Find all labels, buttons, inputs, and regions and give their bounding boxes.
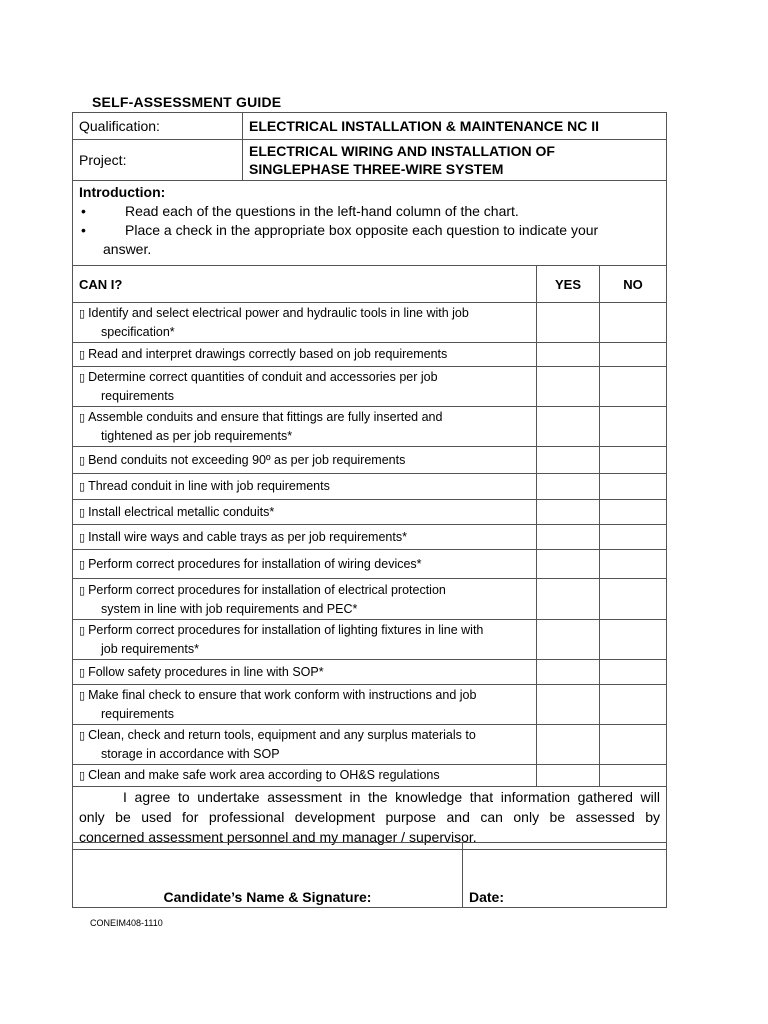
checkbox-icon: ▯: [79, 769, 86, 782]
table-row: [73, 725, 667, 765]
agreement-line: I agree to undertake assessment in the knowledge that information gathered will: [123, 789, 660, 805]
question-text: [79, 410, 442, 424]
bullet-text: Read each of the questions in the left-hand column of the chart.: [125, 203, 519, 219]
introduction-cell: [73, 181, 667, 266]
question-cell: [73, 525, 537, 550]
introduction-bullet: [79, 221, 660, 259]
question-cell: [73, 474, 537, 500]
no-checkbox[interactable]: [600, 474, 667, 500]
yes-checkbox[interactable]: [537, 620, 600, 660]
question-cell: [73, 725, 537, 765]
table-row: [73, 579, 667, 620]
question-cell: [73, 620, 537, 660]
yes-checkbox[interactable]: [537, 474, 600, 500]
question-line: Perform correct procedures for installation of lighting fixtures in line with: [88, 623, 484, 637]
question-line: Clean, check and return tools, equipment and any surplus materials to: [88, 728, 476, 742]
question-text: [79, 370, 438, 384]
no-checkbox[interactable]: [600, 303, 667, 343]
question-cell: [73, 447, 537, 474]
checkbox-icon: ▯: [79, 307, 86, 320]
question-line: Read and interpret drawings correctly based on job requirements: [88, 347, 448, 361]
checkbox-icon: ▯: [79, 348, 86, 361]
no-checkbox[interactable]: [600, 447, 667, 474]
question-text: [79, 505, 274, 519]
question-line: Make final check to ensure that work conform with instructions and job: [88, 688, 477, 702]
question-line: Assemble conduits and ensure that fittings are fully inserted and: [88, 410, 443, 424]
question-text: [79, 623, 483, 637]
table-row: [73, 367, 667, 407]
question-text: [79, 688, 476, 702]
question-line: Thread conduit in line with job requirements: [88, 479, 330, 493]
yes-checkbox[interactable]: [537, 447, 600, 474]
yes-checkbox[interactable]: [537, 343, 600, 367]
no-checkbox[interactable]: [600, 343, 667, 367]
question-line: Determine correct quantities of conduit and accessories per job: [88, 370, 438, 384]
bullet-text: Place a check in the appropriate box opposite each question to indicate your: [125, 222, 599, 238]
table-row: [73, 660, 667, 685]
page-title: SELF-ASSESSMENT GUIDE: [92, 94, 282, 110]
yes-checkbox[interactable]: [537, 765, 600, 787]
question-line: Perform correct procedures for installation of wiring devices*: [88, 556, 422, 571]
yes-checkbox[interactable]: [537, 407, 600, 447]
introduction-bullet: [79, 202, 660, 221]
table-row: [73, 500, 667, 525]
agreement-line: concerned assessment personnel and my manager / supervisor.: [79, 829, 477, 845]
no-checkbox[interactable]: [600, 525, 667, 550]
qualification-value: ELECTRICAL INSTALLATION & MAINTENANCE NC II: [243, 113, 667, 140]
assessment-table: [72, 112, 667, 850]
question-line: requirements: [101, 389, 174, 403]
checkbox-icon: ▯: [79, 729, 86, 742]
yes-checkbox[interactable]: [537, 367, 600, 407]
introduction-row: [73, 181, 667, 266]
no-checkbox[interactable]: [600, 725, 667, 765]
question-cell: [73, 367, 537, 407]
question-line: Bend conduits not exceeding 90º as per job requirements: [88, 452, 406, 467]
no-checkbox[interactable]: [600, 620, 667, 660]
yes-checkbox[interactable]: [537, 685, 600, 725]
checkbox-icon: ▯: [79, 624, 86, 637]
no-checkbox[interactable]: [600, 407, 667, 447]
question-line: requirements: [101, 707, 174, 721]
question-cell: [73, 660, 537, 685]
bullet-icon: •: [81, 222, 86, 238]
question-cell: [73, 500, 537, 525]
no-checkbox[interactable]: [600, 660, 667, 685]
yes-checkbox[interactable]: [537, 725, 600, 765]
question-cell: [73, 765, 537, 787]
checkbox-icon: ▯: [79, 453, 86, 467]
table-row: [73, 685, 667, 725]
project-label: Project:: [73, 140, 243, 181]
date-field[interactable]: Date:: [463, 843, 667, 908]
question-text: [79, 479, 330, 493]
document-code: CONEIM408-1110: [90, 918, 163, 928]
header-yes: YES: [537, 266, 600, 303]
signature-table: [72, 842, 667, 908]
no-checkbox[interactable]: [600, 685, 667, 725]
question-line: Clean and make safe work area according to OH&S regulations: [88, 768, 440, 782]
question-cell: [73, 579, 537, 620]
question-line: specification*: [101, 325, 175, 339]
question-line: system in line with job requirements and PEC*: [101, 601, 358, 616]
header-no: NO: [600, 266, 667, 303]
question-cell: [73, 343, 537, 367]
table-row: [73, 447, 667, 474]
project-row: [73, 140, 667, 181]
question-text: [79, 768, 440, 782]
project-value-line: ELECTRICAL WIRING AND INSTALLATION OF: [249, 143, 555, 159]
table-row: [73, 343, 667, 367]
question-line: storage in accordance with SOP: [101, 747, 280, 761]
question-line: tightened as per job requirements*: [101, 429, 293, 443]
checkbox-icon: ▯: [79, 530, 86, 544]
signature-row: [73, 843, 667, 908]
agreement-row: [73, 787, 667, 850]
checkbox-icon: ▯: [79, 411, 86, 424]
table-header-row: [73, 266, 667, 303]
candidate-signature-field[interactable]: Candidate’s Name & Signature:: [73, 843, 463, 908]
question-cell: [73, 303, 537, 343]
yes-checkbox[interactable]: [537, 550, 600, 579]
question-cell: [73, 550, 537, 579]
table-row: [73, 765, 667, 787]
table-row: [73, 407, 667, 447]
question-text: [79, 530, 407, 544]
no-checkbox[interactable]: [600, 765, 667, 787]
question-cell: [73, 685, 537, 725]
question-line: Install electrical metallic conduits*: [88, 504, 275, 519]
table-row: [73, 474, 667, 500]
header-can-i: CAN I?: [73, 266, 537, 303]
question-text: [79, 728, 476, 742]
yes-checkbox[interactable]: [537, 500, 600, 525]
no-checkbox[interactable]: [600, 500, 667, 525]
question-line: Perform correct procedures for installation of electrical protection: [88, 582, 446, 597]
question-line: job requirements*: [101, 642, 199, 656]
question-line: Identify and select electrical power and hydraulic tools in line with job: [88, 306, 469, 320]
no-checkbox[interactable]: [600, 579, 667, 620]
checkbox-icon: ▯: [79, 371, 86, 384]
qualification-label: Qualification:: [73, 113, 243, 140]
table-row: [73, 550, 667, 579]
checkbox-icon: ▯: [79, 689, 86, 702]
table-row: [73, 303, 667, 343]
question-text: [79, 665, 324, 679]
project-value: [243, 140, 667, 181]
question-text: [79, 583, 446, 597]
yes-checkbox[interactable]: [537, 525, 600, 550]
question-line: Install wire ways and cable trays as per job requirements*: [88, 529, 407, 544]
question-text: [79, 453, 405, 467]
question-text: [79, 347, 447, 361]
agreement-text: [73, 787, 667, 850]
introduction-heading: Introduction:: [79, 184, 166, 200]
checkbox-icon: ▯: [79, 505, 86, 519]
question-text: [79, 306, 469, 320]
checkbox-icon: ▯: [79, 557, 86, 571]
agreement-line: only be used for professional development purpose and can only be assessed by: [79, 809, 660, 825]
checkbox-icon: ▯: [79, 480, 86, 493]
bullet-text: answer.: [103, 241, 152, 257]
no-checkbox[interactable]: [600, 367, 667, 407]
table-row: [73, 525, 667, 550]
question-line: Follow safety procedures in line with SOP*: [88, 664, 324, 679]
bullet-icon: •: [81, 203, 86, 219]
table-row: [73, 620, 667, 660]
qualification-row: [73, 113, 667, 140]
question-text: [79, 557, 422, 571]
project-value-line: SINGLEPHASE THREE-WIRE SYSTEM: [249, 161, 504, 177]
yes-checkbox[interactable]: [537, 579, 600, 620]
yes-checkbox[interactable]: [537, 303, 600, 343]
yes-checkbox[interactable]: [537, 660, 600, 685]
no-checkbox[interactable]: [600, 550, 667, 579]
checkbox-icon: ▯: [79, 583, 86, 597]
question-cell: [73, 407, 537, 447]
checkbox-icon: ▯: [79, 665, 86, 679]
